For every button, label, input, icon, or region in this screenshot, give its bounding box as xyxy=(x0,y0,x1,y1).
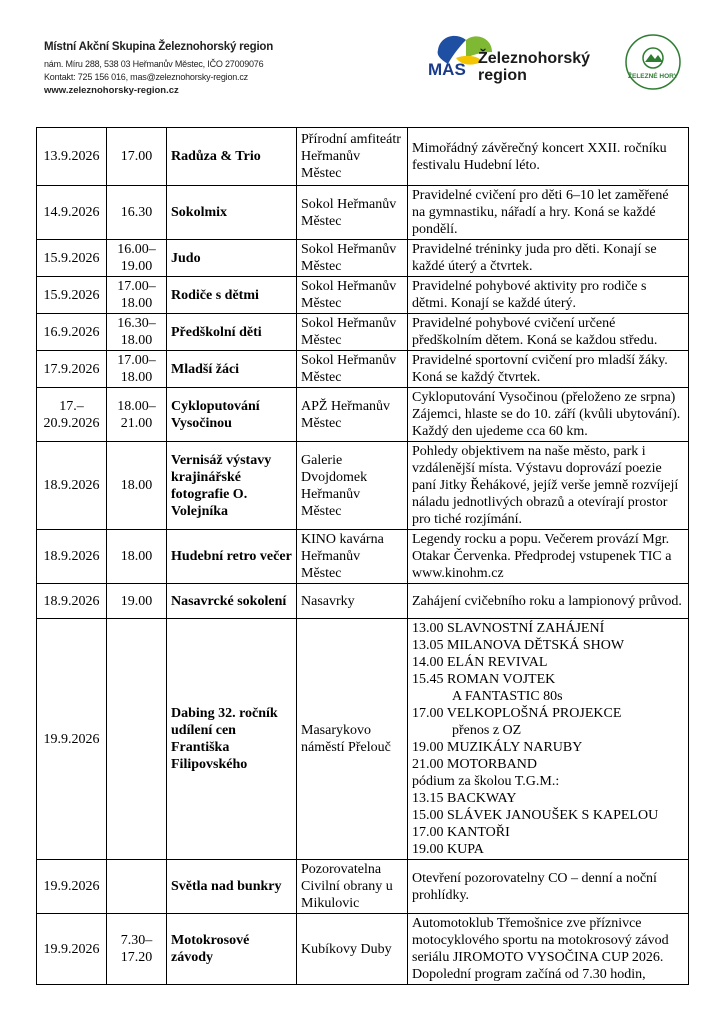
event-date: 19.9.2026 xyxy=(37,860,107,914)
organization-address: nám. Míru 288, 538 03 Heřmanův Městec, IČO 27009076 xyxy=(44,59,264,69)
event-description: Pravidelné tréninky juda pro děti. Konají se každé úterý a čtvrtek. xyxy=(408,240,689,277)
event-time: 17.00–18.00 xyxy=(107,277,167,314)
event-place: Kubíkovy Duby xyxy=(297,914,408,985)
event-title: Hudební retro večer xyxy=(167,530,297,584)
event-time: 16.00–19.00 xyxy=(107,240,167,277)
event-description: Cykloputování Vysočinou (přeloženo ze srpna) Zájemci, hlaste se do 10. září (kvůli ubytování). Každý den ujedeme cca 60 km. xyxy=(408,388,689,442)
letterhead xyxy=(0,0,725,120)
event-description: Pravidelné cvičení pro děti 6–10 let zaměřené na gymnastiku, nářadí a hry. Koná se každé pondělí. xyxy=(408,186,689,240)
event-place: Nasavrky xyxy=(297,584,408,619)
event-title: Sokolmix xyxy=(167,186,297,240)
event-description: Legendy rocku a popu. Večerem provází Mgr. Otakar Červenka. Předprodej vstupenek TIC a www.kinohm.cz xyxy=(408,530,689,584)
event-description: Pohledy objektivem na naše město, park i vzdálenější místa. Výstavu doprovází poezie paní Jitky Řehákové, jejíž verše jemně rozvíjejí náladu jednotlivých obrazů a otevírají prostor pro tiché rozjímání. xyxy=(408,442,689,530)
event-title: Vernisáž výstavy krajinářské fotografie O. Volejníka xyxy=(167,442,297,530)
event-place: Masarykovo náměstí Přelouč xyxy=(297,619,408,860)
event-title: Judo xyxy=(167,240,297,277)
event-description: Pravidelné pohybové aktivity pro rodiče s dětmi. Konají se každé úterý. xyxy=(408,277,689,314)
table-row xyxy=(37,314,689,351)
event-place: Sokol Heřmanův Městec xyxy=(297,277,408,314)
event-date: 17.9.2026 xyxy=(37,351,107,388)
program-item: 17.00 KANTOŘI xyxy=(412,825,510,840)
event-program xyxy=(408,619,689,860)
table-row xyxy=(37,128,689,186)
organization-name: Místní Akční Skupina Železnohorský region xyxy=(44,41,274,53)
program-item: 13.05 MILANOVA DĚTSKÁ SHOW xyxy=(412,638,625,653)
event-time xyxy=(107,619,167,860)
event-description: Mimořádný závěrečný koncert XXII. ročníku festivalu Hudební léto. xyxy=(408,128,689,186)
event-place: Pozorovatelna Civilní obrany u Mikulovic xyxy=(297,860,408,914)
event-description: Zahájení cvičebního roku a lampionový průvod. xyxy=(408,584,689,619)
event-date: 13.9.2026 xyxy=(37,128,107,186)
event-place: APŽ Heřmanův Městec xyxy=(297,388,408,442)
organization-contact: Kontakt: 725 156 016, mas@zeleznohorsky-region.cz xyxy=(44,72,248,82)
logo-region-text: Železnohorský region xyxy=(478,50,591,84)
program-item: A FANTASTIC 80s xyxy=(452,689,563,704)
program-item: 13.15 BACKWAY xyxy=(412,791,517,806)
event-time: 18.00 xyxy=(107,530,167,584)
table-row xyxy=(37,619,689,860)
event-date: 18.9.2026 xyxy=(37,530,107,584)
event-date: 19.9.2026 xyxy=(37,619,107,860)
event-title: Dabing 32. ročník udílení cen Františka Filipovského xyxy=(167,619,297,860)
table-row xyxy=(37,240,689,277)
event-place: Sokol Heřmanův Městec xyxy=(297,240,408,277)
program-item: 21.00 MOTORBAND xyxy=(412,757,537,772)
events-table xyxy=(36,127,689,985)
event-time: 17.00 xyxy=(107,128,167,186)
table-row xyxy=(37,351,689,388)
organization-info xyxy=(44,41,273,97)
table-row xyxy=(37,388,689,442)
event-title: Cykloputování Vysočinou xyxy=(167,388,297,442)
program-item: přenos z OZ xyxy=(452,723,522,738)
event-date: 15.9.2026 xyxy=(37,277,107,314)
table-row xyxy=(37,442,689,530)
event-description: Pravidelné sportovní cvičení pro mladší žáky. Koná se každý čtvrtek. xyxy=(408,351,689,388)
event-place: Sokol Heřmanův Městec xyxy=(297,186,408,240)
event-title: Radůza & Trio xyxy=(167,128,297,186)
event-date: 17.–20.9.2026 xyxy=(37,388,107,442)
table-row xyxy=(37,186,689,240)
event-title: Světla nad bunkry xyxy=(167,860,297,914)
event-place: Sokol Heřmanův Městec xyxy=(297,351,408,388)
program-item: 15.00 SLÁVEK JANOUŠEK S KAPELOU xyxy=(412,808,659,823)
event-date: 15.9.2026 xyxy=(37,240,107,277)
event-description: Pravidelné pohybové cvičení určené předškolním dětem. Koná se každou středu. xyxy=(408,314,689,351)
event-title: Předškolní děti xyxy=(167,314,297,351)
event-title: Mladší žáci xyxy=(167,351,297,388)
stamp-text: ŽELEZNÉ HORY xyxy=(628,73,678,80)
event-description: Automotoklub Třemošnice zve příznivce motocyklového sportu na motokrosový závod seriálu JIROMOTO VYSOČINA CUP 2026. Dopolední program začíná od 7.30 hodin, xyxy=(408,914,689,985)
event-title: Rodiče s dětmi xyxy=(167,277,297,314)
organization-web: www.zeleznohorsky-region.cz xyxy=(44,85,179,96)
table-row xyxy=(37,584,689,619)
event-date: 18.9.2026 xyxy=(37,442,107,530)
event-time: 16.30–18.00 xyxy=(107,314,167,351)
program-item: 15.45 ROMAN VOJTEK xyxy=(412,672,556,687)
event-place: Galerie Dvojdomek Heřmanův Městec xyxy=(297,442,408,530)
event-date: 14.9.2026 xyxy=(37,186,107,240)
program-item: 19.00 KUPA xyxy=(412,842,484,857)
table-row xyxy=(37,914,689,985)
event-time: 19.00 xyxy=(107,584,167,619)
table-row xyxy=(37,530,689,584)
program-item: 19.00 MUZIKÁLY NARUBY xyxy=(412,740,583,755)
event-date: 19.9.2026 xyxy=(37,914,107,985)
event-time: 18.00 xyxy=(107,442,167,530)
program-item: 17.00 VELKOPLOŠNÁ PROJEKCE xyxy=(412,706,622,721)
event-date: 16.9.2026 xyxy=(37,314,107,351)
program-item: 13.00 SLAVNOSTNÍ ZAHÁJENÍ xyxy=(412,621,605,636)
table-row xyxy=(37,277,689,314)
event-time: 7.30–17.20 xyxy=(107,914,167,985)
event-title: Nasavrcké sokolení xyxy=(167,584,297,619)
event-place: Přírodní amfiteátr Heřmanův Městec xyxy=(297,128,408,186)
event-date: 18.9.2026 xyxy=(37,584,107,619)
event-place: KINO kavárna Heřmanův Městec xyxy=(297,530,408,584)
table-row xyxy=(37,860,689,914)
logo-mas-text: MAS xyxy=(428,60,466,79)
event-title: Motokrosové závody xyxy=(167,914,297,985)
event-time: 18.00–21.00 xyxy=(107,388,167,442)
zelezne-hory-stamp-icon xyxy=(623,32,683,92)
program-item: pódium za školou T.G.M.: xyxy=(412,774,560,789)
event-time: 17.00–18.00 xyxy=(107,351,167,388)
event-description: Otevření pozorovatelny CO – denní a noční prohlídky. xyxy=(408,860,689,914)
program-item: 14.00 ELÁN REVIVAL xyxy=(412,655,548,670)
event-place: Sokol Heřmanův Městec xyxy=(297,314,408,351)
event-time: 16.30 xyxy=(107,186,167,240)
event-time xyxy=(107,860,167,914)
